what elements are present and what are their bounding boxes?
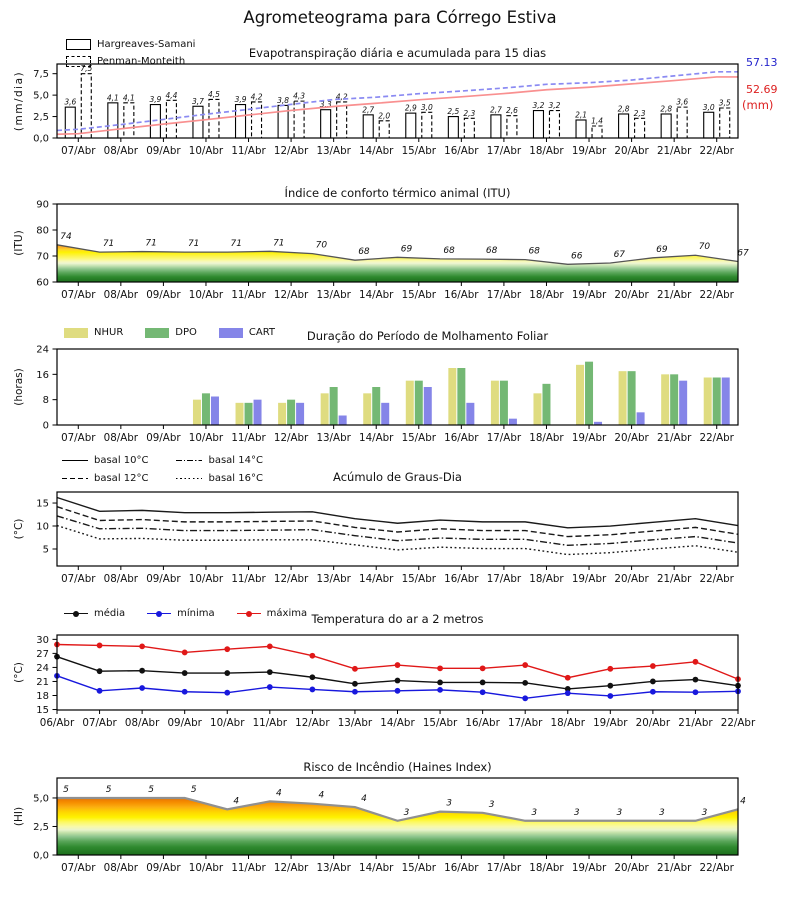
- svg-text:3,9: 3,9: [149, 95, 162, 105]
- svg-text:3,0: 3,0: [702, 102, 715, 112]
- svg-text:5: 5: [42, 544, 49, 556]
- svg-text:70: 70: [36, 251, 49, 263]
- svg-text:22/Abr: 22/Abr: [720, 717, 756, 729]
- eto-chart-title: Evapotranspiração diária e acumulada para 15 dias: [248, 46, 547, 60]
- svg-text:20/Abr: 20/Abr: [614, 862, 649, 874]
- svg-text:60: 60: [36, 277, 49, 289]
- svg-text:14/Abr: 14/Abr: [359, 289, 394, 301]
- accumulated-unit-label: (mm): [742, 98, 774, 112]
- svg-text:13/Abr: 13/Abr: [316, 432, 351, 444]
- svg-text:3,2: 3,2: [548, 101, 561, 111]
- svg-text:2,8: 2,8: [617, 104, 630, 114]
- svg-text:12/Abr: 12/Abr: [295, 717, 330, 729]
- svg-text:21/Abr: 21/Abr: [678, 717, 713, 729]
- svg-text:71: 71: [102, 239, 115, 250]
- svg-text:18/Abr: 18/Abr: [529, 145, 564, 157]
- svg-text:4,1: 4,1: [122, 93, 135, 103]
- svg-text:08/Abr: 08/Abr: [103, 573, 139, 585]
- svg-text:1,4: 1,4: [591, 116, 603, 126]
- legend-label: basal 14°C: [208, 455, 263, 466]
- svg-text:13/Abr: 13/Abr: [337, 717, 373, 729]
- svg-text:08/Abr: 08/Abr: [124, 717, 160, 729]
- svg-text:21: 21: [36, 676, 49, 688]
- svg-text:4,2: 4,2: [335, 92, 348, 102]
- svg-text:80: 80: [36, 225, 49, 237]
- svg-text:10/Abr: 10/Abr: [188, 432, 224, 444]
- svg-text:5: 5: [148, 784, 154, 795]
- svg-text:16/Abr: 16/Abr: [444, 432, 479, 444]
- svg-text:2,7: 2,7: [489, 105, 502, 115]
- svg-text:4,4: 4,4: [165, 90, 178, 100]
- svg-text:18/Abr: 18/Abr: [529, 432, 564, 444]
- svg-text:21/Abr: 21/Abr: [656, 862, 692, 874]
- legend-label: Hargreaves-Samani: [97, 39, 196, 50]
- svg-text:3: 3: [488, 799, 495, 810]
- svg-text:16/Abr: 16/Abr: [444, 573, 479, 585]
- svg-text:18/Abr: 18/Abr: [550, 717, 585, 729]
- svg-text:15: 15: [36, 498, 49, 510]
- svg-text:15/Abr: 15/Abr: [401, 145, 436, 157]
- svg-text:20/Abr: 20/Abr: [635, 717, 671, 729]
- svg-text:09/Abr: 09/Abr: [146, 432, 181, 444]
- svg-text:14/Abr: 14/Abr: [359, 862, 394, 874]
- itu-plot: [13, 200, 749, 302]
- svg-text:15/Abr: 15/Abr: [401, 573, 436, 585]
- svg-text:5,0: 5,0: [33, 793, 49, 805]
- svg-text:3: 3: [446, 798, 452, 809]
- svg-text:3,5: 3,5: [718, 98, 731, 108]
- svg-text:07/Abr: 07/Abr: [82, 717, 117, 729]
- svg-text:71: 71: [187, 239, 200, 250]
- svg-text:16/Abr: 16/Abr: [465, 717, 500, 729]
- svg-text:3,8: 3,8: [277, 95, 290, 105]
- svg-text:67: 67: [737, 248, 749, 259]
- svg-text:11/Abr: 11/Abr: [252, 717, 288, 729]
- svg-text:17/Abr: 17/Abr: [486, 573, 522, 585]
- svg-text:11/Abr: 11/Abr: [231, 289, 266, 301]
- svg-text:3,7: 3,7: [192, 96, 204, 106]
- svg-text:71: 71: [145, 238, 157, 249]
- svg-text:22/Abr: 22/Abr: [699, 432, 734, 444]
- temperatura-chart-title: Temperatura do ar a 2 metros: [311, 612, 484, 626]
- svg-text:07/Abr: 07/Abr: [61, 862, 96, 874]
- legend-label: CART: [248, 327, 276, 338]
- svg-text:19/Abr: 19/Abr: [593, 717, 628, 729]
- svg-text:14/Abr: 14/Abr: [359, 145, 394, 157]
- eto-plot: [13, 64, 738, 157]
- svg-text:18/Abr: 18/Abr: [529, 289, 564, 301]
- svg-text:2,5: 2,5: [447, 107, 460, 117]
- svg-text:11/Abr: 11/Abr: [231, 573, 266, 585]
- svg-text:3: 3: [616, 807, 623, 818]
- legend-label: Penman-Monteith: [97, 56, 186, 67]
- svg-text:0,0: 0,0: [33, 133, 49, 145]
- svg-text:68: 68: [528, 246, 540, 257]
- legend-label: mínima: [177, 608, 215, 619]
- svg-text:08/Abr: 08/Abr: [103, 289, 139, 301]
- svg-text:4: 4: [740, 796, 746, 807]
- legend-label: basal 12°C: [94, 473, 149, 484]
- svg-text:2,5: 2,5: [33, 821, 49, 833]
- haines-chart-title: Risco de Incêndio (Haines Index): [303, 760, 492, 774]
- svg-text:21/Abr: 21/Abr: [656, 432, 692, 444]
- svg-text:07/Abr: 07/Abr: [61, 573, 96, 585]
- svg-text:4: 4: [233, 796, 240, 807]
- svg-text:3: 3: [659, 807, 665, 818]
- itu-chart-title: Índice de conforto térmico animal (ITU): [284, 186, 511, 200]
- svg-text:11/Abr: 11/Abr: [231, 862, 266, 874]
- graus-dia-chart-title: Acúmulo de Graus-Dia: [333, 470, 462, 484]
- svg-text:5: 5: [63, 784, 69, 795]
- svg-text:21/Abr: 21/Abr: [656, 573, 692, 585]
- svg-text:19/Abr: 19/Abr: [571, 573, 607, 585]
- svg-text:22/Abr: 22/Abr: [699, 862, 734, 874]
- svg-text:3,6: 3,6: [676, 97, 689, 107]
- svg-text:20/Abr: 20/Abr: [614, 145, 649, 157]
- svg-text:(ITU): (ITU): [13, 230, 25, 256]
- svg-text:2,3: 2,3: [463, 108, 476, 118]
- svg-text:07/Abr: 07/Abr: [61, 145, 96, 157]
- svg-text:4: 4: [318, 790, 325, 801]
- svg-text:30: 30: [36, 634, 49, 646]
- legend-label: basal 16°C: [208, 473, 263, 484]
- svg-text:12/Abr: 12/Abr: [273, 145, 309, 157]
- svg-text:71: 71: [273, 238, 285, 249]
- svg-text:2,5: 2,5: [33, 112, 49, 124]
- svg-text:(°C): (°C): [13, 518, 25, 540]
- svg-text:(horas): (horas): [13, 368, 25, 406]
- svg-text:09/Abr: 09/Abr: [167, 717, 202, 729]
- svg-text:2,9: 2,9: [404, 103, 417, 113]
- svg-text:10/Abr: 10/Abr: [188, 289, 224, 301]
- svg-text:66: 66: [571, 251, 583, 262]
- svg-text:2,0: 2,0: [378, 111, 391, 121]
- svg-text:14/Abr: 14/Abr: [359, 432, 394, 444]
- svg-text:69: 69: [656, 244, 668, 255]
- svg-text:7,5: 7,5: [80, 64, 93, 74]
- svg-text:3,6: 3,6: [64, 97, 77, 107]
- svg-text:13/Abr: 13/Abr: [316, 145, 351, 157]
- svg-text:17/Abr: 17/Abr: [507, 717, 543, 729]
- svg-text:67: 67: [613, 250, 626, 261]
- svg-text:19/Abr: 19/Abr: [571, 432, 607, 444]
- svg-text:71: 71: [230, 239, 242, 250]
- svg-text:12/Abr: 12/Abr: [273, 289, 309, 301]
- svg-text:3: 3: [531, 807, 538, 818]
- svg-text:68: 68: [443, 245, 455, 256]
- page-title: Agrometeograma para Córrego Estiva: [243, 8, 557, 27]
- svg-text:15/Abr: 15/Abr: [401, 432, 436, 444]
- svg-text:16: 16: [36, 369, 49, 381]
- svg-text:18/Abr: 18/Abr: [529, 862, 564, 874]
- svg-text:2,6: 2,6: [505, 106, 518, 116]
- svg-text:19/Abr: 19/Abr: [571, 862, 607, 874]
- svg-text:90: 90: [36, 199, 49, 211]
- haines-plot: [13, 778, 746, 874]
- svg-text:24: 24: [36, 344, 49, 356]
- svg-text:22/Abr: 22/Abr: [699, 573, 734, 585]
- svg-text:3,2: 3,2: [532, 101, 545, 111]
- legend-label: média: [94, 608, 126, 619]
- svg-text:3,3: 3,3: [319, 100, 332, 110]
- svg-text:(mm/dia): (mm/dia): [13, 70, 25, 132]
- svg-text:13/Abr: 13/Abr: [316, 289, 351, 301]
- svg-text:68: 68: [485, 246, 498, 257]
- svg-text:2,7: 2,7: [362, 105, 375, 115]
- svg-text:3,9: 3,9: [234, 95, 247, 105]
- svg-text:3: 3: [403, 807, 410, 818]
- hargreaves-accumulated-total: 52.69: [746, 83, 778, 96]
- svg-text:09/Abr: 09/Abr: [146, 573, 181, 585]
- svg-text:10/Abr: 10/Abr: [188, 862, 224, 874]
- svg-text:22/Abr: 22/Abr: [699, 289, 734, 301]
- svg-text:13/Abr: 13/Abr: [316, 573, 351, 585]
- svg-text:20/Abr: 20/Abr: [614, 289, 649, 301]
- svg-text:19/Abr: 19/Abr: [571, 145, 607, 157]
- svg-text:17/Abr: 17/Abr: [486, 432, 522, 444]
- svg-text:70: 70: [315, 240, 328, 251]
- svg-text:10/Abr: 10/Abr: [210, 717, 245, 729]
- legend-label: NHUR: [94, 327, 124, 338]
- svg-text:5,0: 5,0: [33, 90, 49, 102]
- svg-text:4: 4: [361, 794, 367, 805]
- svg-text:4,3: 4,3: [293, 91, 306, 101]
- svg-text:7,5: 7,5: [33, 69, 49, 81]
- svg-text:13/Abr: 13/Abr: [316, 862, 351, 874]
- svg-text:12/Abr: 12/Abr: [273, 432, 309, 444]
- svg-text:(HI): (HI): [13, 806, 25, 827]
- svg-text:3,0: 3,0: [420, 102, 433, 112]
- svg-text:08/Abr: 08/Abr: [103, 862, 139, 874]
- svg-text:18: 18: [36, 690, 49, 702]
- svg-text:(°C): (°C): [13, 662, 25, 683]
- svg-text:4,2: 4,2: [250, 92, 263, 102]
- molhamento-chart-title: Duração do Período de Molhamento Foliar: [306, 329, 549, 343]
- svg-text:07/Abr: 07/Abr: [61, 432, 96, 444]
- svg-text:17/Abr: 17/Abr: [486, 862, 522, 874]
- svg-text:18/Abr: 18/Abr: [529, 573, 564, 585]
- svg-text:09/Abr: 09/Abr: [146, 862, 181, 874]
- svg-text:4,5: 4,5: [208, 89, 220, 99]
- svg-text:8: 8: [42, 395, 49, 407]
- svg-text:5: 5: [105, 784, 112, 795]
- svg-text:17/Abr: 17/Abr: [486, 145, 522, 157]
- svg-text:19/Abr: 19/Abr: [571, 289, 607, 301]
- svg-text:09/Abr: 09/Abr: [146, 145, 181, 157]
- svg-text:15/Abr: 15/Abr: [422, 717, 458, 729]
- svg-text:14/Abr: 14/Abr: [359, 573, 394, 585]
- svg-text:74: 74: [60, 231, 72, 242]
- svg-text:08/Abr: 08/Abr: [103, 145, 139, 157]
- svg-text:3: 3: [573, 807, 580, 818]
- svg-text:12/Abr: 12/Abr: [273, 573, 309, 585]
- penman-accumulated-total: 57.13: [746, 56, 778, 69]
- svg-text:17/Abr: 17/Abr: [486, 289, 522, 301]
- svg-text:15/Abr: 15/Abr: [401, 862, 436, 874]
- svg-text:11/Abr: 11/Abr: [231, 432, 266, 444]
- svg-text:70: 70: [698, 242, 711, 253]
- svg-text:68: 68: [358, 247, 370, 258]
- svg-text:10: 10: [36, 521, 49, 533]
- legend-label: basal 10°C: [94, 455, 149, 466]
- legend-label: DPO: [175, 327, 197, 338]
- svg-text:07/Abr: 07/Abr: [61, 289, 96, 301]
- svg-text:69: 69: [400, 244, 413, 255]
- svg-text:21/Abr: 21/Abr: [656, 145, 692, 157]
- svg-text:2,8: 2,8: [660, 104, 673, 114]
- svg-text:16/Abr: 16/Abr: [444, 862, 479, 874]
- svg-text:2,1: 2,1: [575, 110, 587, 120]
- svg-text:09/Abr: 09/Abr: [146, 289, 181, 301]
- svg-text:12/Abr: 12/Abr: [273, 862, 309, 874]
- svg-text:4,1: 4,1: [106, 93, 119, 103]
- temperatura-plot: [13, 635, 756, 729]
- svg-text:15: 15: [36, 705, 49, 717]
- legend-label: máxima: [266, 608, 308, 619]
- svg-text:3: 3: [701, 807, 708, 818]
- graus_dia-plot: [13, 492, 738, 585]
- molhamento-plot: [13, 345, 738, 445]
- svg-text:06/Abr: 06/Abr: [39, 717, 75, 729]
- svg-text:16/Abr: 16/Abr: [444, 289, 479, 301]
- svg-text:08/Abr: 08/Abr: [103, 432, 139, 444]
- svg-text:24: 24: [36, 662, 49, 674]
- svg-text:10/Abr: 10/Abr: [188, 573, 224, 585]
- svg-text:14/Abr: 14/Abr: [380, 717, 415, 729]
- svg-text:16/Abr: 16/Abr: [444, 145, 479, 157]
- svg-text:11/Abr: 11/Abr: [231, 145, 266, 157]
- svg-text:27: 27: [36, 648, 49, 660]
- svg-text:10/Abr: 10/Abr: [188, 145, 224, 157]
- svg-text:15/Abr: 15/Abr: [401, 289, 436, 301]
- svg-text:21/Abr: 21/Abr: [656, 289, 692, 301]
- svg-text:5: 5: [190, 784, 197, 795]
- svg-text:0,0: 0,0: [33, 850, 49, 862]
- svg-text:2,3: 2,3: [633, 108, 646, 118]
- svg-text:20/Abr: 20/Abr: [614, 432, 649, 444]
- svg-text:4: 4: [275, 788, 282, 799]
- svg-text:0: 0: [42, 420, 49, 432]
- svg-text:20/Abr: 20/Abr: [614, 573, 649, 585]
- svg-text:22/Abr: 22/Abr: [699, 145, 734, 157]
